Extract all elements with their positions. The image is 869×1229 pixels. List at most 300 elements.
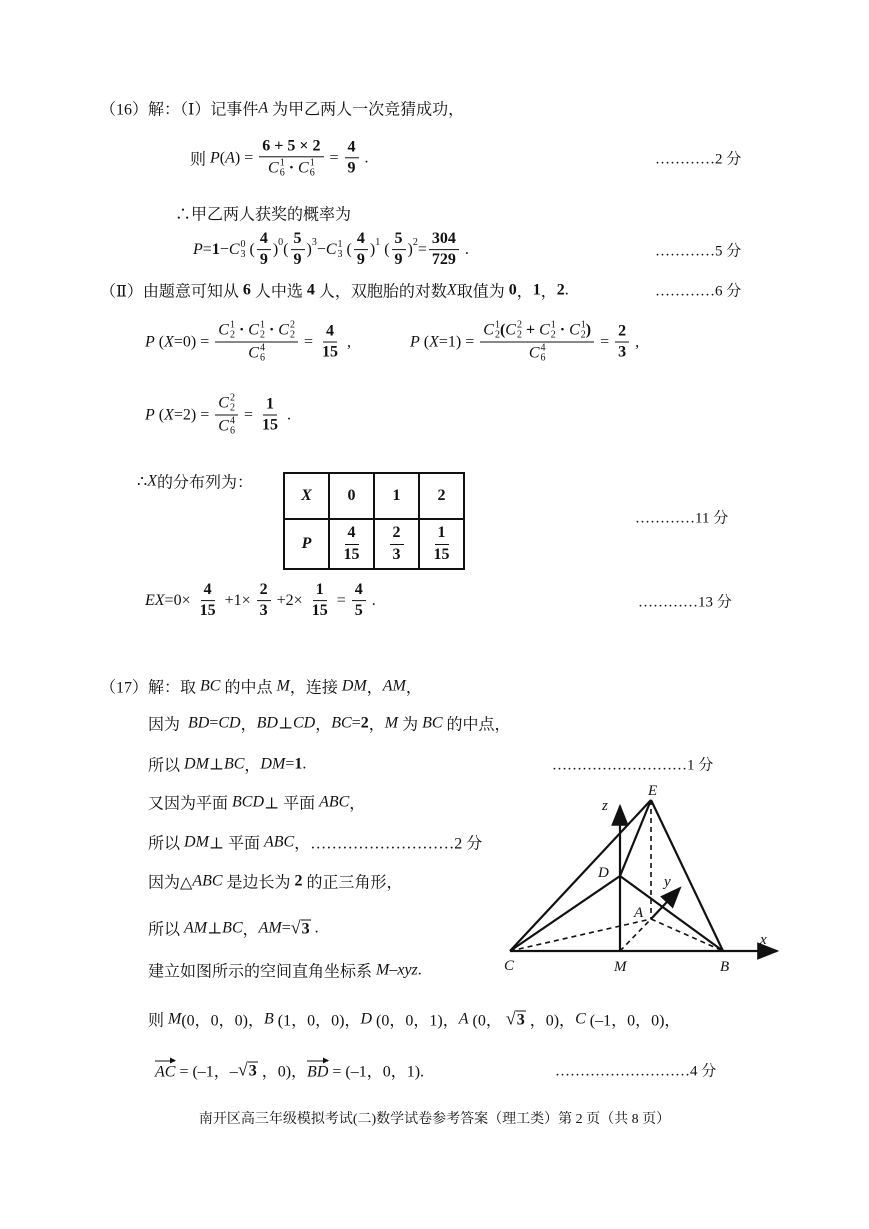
edge-ca [510, 919, 651, 951]
radical-sign-icon: √ [290, 917, 301, 938]
table-cell [284, 473, 329, 519]
math-variable: C [575, 1010, 586, 1027]
numerator [480, 321, 594, 343]
text: =0× [164, 592, 195, 609]
radicand: 3 [516, 1011, 525, 1029]
text: 所以 [148, 757, 185, 775]
text: ，………………………2 分 [294, 835, 483, 853]
edge-de [620, 800, 651, 876]
math-variable: X [301, 487, 312, 504]
text: 1 [315, 581, 324, 599]
subscript: 2 [289, 329, 295, 341]
label-a: A [634, 905, 644, 921]
text: . [417, 961, 422, 978]
q17-line [148, 791, 365, 814]
text: , [343, 333, 351, 350]
subscript: 6 [229, 425, 235, 437]
math-variable: BC [200, 677, 221, 694]
q17-line [148, 753, 306, 776]
numerator [291, 230, 305, 250]
math-variable: M [168, 1010, 182, 1027]
combination: C 4 6 [528, 342, 546, 364]
text: 9 [293, 251, 302, 269]
score-mark: …………13 分 [638, 594, 732, 611]
text: ， [244, 757, 261, 775]
text: = [325, 148, 343, 166]
score-mark: …………11 分 [635, 510, 729, 527]
text: 所以 [148, 921, 185, 939]
label-c: C [504, 958, 515, 974]
combination: C 0 3 [228, 239, 246, 260]
text: = [332, 592, 350, 609]
text: · [264, 321, 279, 339]
text: 15 [343, 545, 360, 563]
square-root [291, 918, 311, 939]
text: . [564, 281, 569, 298]
text: ) [369, 241, 376, 258]
text: + [521, 321, 540, 339]
math-number: 1 [211, 241, 220, 258]
superscript: 1 [229, 319, 235, 331]
combination-indices [541, 344, 546, 364]
text: 5 [394, 230, 403, 248]
denominator [352, 602, 366, 621]
text: 所以 [148, 835, 185, 853]
math-number: 1 [532, 281, 541, 298]
combination: C 1 6 [268, 157, 285, 179]
text: ， [366, 679, 383, 697]
text: 建立如图所示的空间直角坐标系 [148, 963, 377, 981]
denominator [197, 602, 219, 621]
text: ， [540, 283, 557, 301]
text: =1) = [438, 333, 479, 350]
text: 1 [437, 524, 446, 542]
combination: C 1 6 [298, 157, 315, 179]
text: =0) = [173, 333, 214, 350]
text: . [360, 148, 369, 166]
numerator [259, 137, 323, 157]
math-number: 2 [556, 281, 565, 298]
q17-line [148, 959, 422, 982]
fraction [197, 581, 219, 621]
combination: C 1 2 [248, 319, 265, 341]
text: 4 [356, 230, 365, 248]
label-x: x [760, 932, 767, 948]
fraction [390, 524, 404, 564]
denominator [431, 545, 453, 564]
math-variable: ABC [192, 872, 223, 889]
math-variable: CD [293, 714, 316, 731]
fraction [215, 394, 238, 437]
label-z: z [602, 798, 608, 814]
math-variable: DM [184, 833, 209, 850]
fraction [345, 138, 359, 178]
math-variable: DM [260, 755, 286, 772]
math-variable: AM [258, 919, 282, 936]
subscript: 3 [240, 249, 246, 260]
superscript: 0 [240, 239, 246, 250]
math-number: 4 [306, 281, 315, 298]
text: ( [380, 241, 390, 258]
score-mark: …………2 分 [655, 151, 742, 168]
combination-indices [230, 394, 235, 414]
combination: C 1 2 [218, 319, 235, 341]
text: 4 [326, 322, 334, 340]
q17-line [148, 712, 511, 735]
therefore-line [175, 202, 351, 225]
fraction [615, 322, 629, 362]
edge-cd [510, 876, 620, 951]
text: ) [585, 321, 592, 339]
page-footer: 南开区高三年级模拟考试(二)数学试卷参考答案（理工类）第 2 页（共 8 页） [198, 1112, 671, 1127]
text: （16）解：（Ⅰ）记事件 [100, 101, 259, 119]
radicand: 3 [301, 920, 310, 938]
text: ⊥ [208, 756, 224, 773]
text: − [316, 241, 326, 258]
numerator [345, 524, 359, 544]
numerator [354, 230, 368, 250]
combination: C 1 2 [569, 319, 586, 341]
math-variable: BCD [232, 793, 265, 810]
numerator [201, 581, 215, 601]
text: ) [306, 241, 312, 258]
vector: BD [307, 1059, 328, 1081]
denominator [309, 602, 331, 621]
q17-line [155, 1059, 424, 1082]
text: （Ⅱ）由题意可知从 [100, 283, 243, 301]
numerator [345, 138, 359, 158]
label-b: B [720, 959, 730, 975]
text: 9 [347, 159, 356, 177]
text: ( [219, 148, 226, 166]
text: 15 [199, 602, 216, 620]
combination: C 4 6 [218, 415, 235, 437]
numerator [352, 581, 366, 601]
text: = (–1，– [175, 1063, 238, 1081]
text: 15 [311, 602, 328, 620]
math-variable: X [164, 406, 174, 423]
score-mark: ………………………1 分 [552, 757, 714, 774]
formula-p-a [190, 137, 369, 178]
q17-line [148, 1008, 680, 1031]
text: (1，0，0)， [273, 1012, 361, 1030]
denominator [291, 251, 305, 270]
text: ) [272, 241, 279, 258]
text: ， [242, 921, 259, 939]
math-variable: P [193, 241, 203, 258]
text: +2× [272, 592, 307, 609]
subscript: 2 [229, 402, 235, 414]
fraction [257, 581, 271, 621]
text: = [239, 406, 257, 423]
fraction [319, 322, 341, 362]
text: 取值为 [456, 283, 509, 301]
table-cell [329, 519, 374, 569]
math-variable: M [384, 714, 399, 731]
superscript: 4 [259, 342, 265, 354]
text: 9 [356, 251, 365, 269]
superscript: 1 [580, 319, 586, 331]
math-number: 0 [508, 281, 517, 298]
subscript: 6 [279, 167, 285, 179]
text: 的中点 [220, 679, 277, 697]
math-variable: BD [256, 714, 278, 731]
math-variable: A [258, 99, 269, 116]
text: 人中选 [250, 283, 307, 301]
label-d: D [598, 865, 609, 881]
square-root [506, 1009, 526, 1030]
text: 则 [190, 151, 211, 169]
subscript: 6 [540, 352, 546, 364]
math-variable: M–xyz [376, 961, 418, 978]
math-number: 6 [242, 281, 251, 298]
radical-sign-icon: √ [237, 1059, 248, 1080]
q16-intro [100, 97, 464, 120]
subscript: 2 [516, 329, 522, 341]
text: . [460, 241, 469, 258]
text: ( [419, 333, 430, 350]
math-variable: P [301, 535, 312, 552]
text: ， [240, 716, 257, 734]
subscript: 6 [259, 352, 265, 364]
math-number: 1 [294, 755, 303, 772]
math-variable: EX [145, 592, 165, 609]
superscript: 1 [375, 237, 381, 249]
text: = [285, 755, 295, 772]
text: +1× [220, 592, 255, 609]
text: ， [516, 283, 533, 301]
text: − [219, 241, 229, 258]
formula-ex [145, 581, 376, 621]
denominator [341, 545, 363, 564]
fraction [429, 230, 459, 270]
part2-intro [100, 279, 569, 302]
text: 15 [322, 343, 338, 361]
denominator [257, 602, 271, 621]
text: 0 [347, 487, 356, 504]
denominator [392, 251, 406, 270]
superscript: 0 [278, 237, 284, 249]
text: 则 [148, 1012, 169, 1030]
fraction [392, 230, 406, 270]
radicand: 3 [248, 1062, 257, 1080]
subscript: 6 [309, 167, 315, 179]
text: ( [245, 241, 255, 258]
q17-line [148, 917, 319, 940]
table-cell [419, 519, 464, 569]
text: 是边长为 [222, 874, 295, 892]
text: 4 [259, 230, 268, 248]
math-variable: DM [184, 755, 209, 772]
subscript: 2 [259, 329, 265, 341]
denominator [354, 251, 368, 270]
math-variable: B [264, 1010, 274, 1027]
math-variable: A [458, 1010, 469, 1027]
numerator [323, 322, 337, 342]
math-variable: ABC [263, 833, 295, 850]
superscript: 1 [494, 319, 500, 331]
fraction [257, 230, 271, 270]
distribution-table [283, 472, 465, 570]
numerator [313, 581, 327, 601]
superscript: 1 [279, 157, 285, 169]
combination-indices [230, 417, 235, 437]
superscript: 2 [412, 237, 418, 249]
text: ( [499, 321, 506, 339]
text: ( [342, 241, 352, 258]
table-cell [374, 519, 419, 569]
denominator [257, 251, 271, 270]
formula-px1 [410, 321, 639, 364]
superscript: 1 [259, 319, 265, 331]
text: (0，0，0)， [181, 1012, 265, 1030]
text: =2) = [173, 406, 214, 423]
text: 2 [259, 581, 268, 599]
text: 15 [433, 545, 450, 563]
text: 5 [354, 602, 363, 620]
denominator [526, 343, 549, 364]
numerator [390, 524, 404, 544]
text: 4 [203, 581, 212, 599]
text: . [282, 406, 291, 423]
math-variable: BC [422, 714, 443, 731]
text: ， [349, 795, 366, 813]
subscript: 2 [550, 329, 556, 341]
math-variable: A [225, 148, 235, 166]
math-variable: P [210, 148, 220, 166]
math-number: 2 [294, 872, 303, 889]
math-variable: M [276, 677, 290, 694]
text: 1 [392, 487, 401, 504]
text: = [209, 714, 219, 731]
text: ，连接 [289, 679, 342, 697]
text: 的正三角形， [302, 874, 403, 892]
q17-line [148, 831, 482, 854]
fraction [354, 230, 368, 270]
y-axis [651, 888, 680, 919]
table-row [284, 473, 464, 519]
fraction [259, 137, 323, 178]
denominator [390, 545, 404, 564]
distribution-label [137, 470, 253, 493]
text: 1 [265, 395, 274, 413]
text: 729 [431, 251, 456, 269]
combination-indices [310, 159, 315, 179]
text: ) = [234, 148, 258, 166]
text: , [631, 333, 640, 350]
text: = [299, 333, 317, 350]
math-variable: ABC [319, 793, 350, 810]
text: 又因为平面 [148, 795, 233, 813]
text: 15 [261, 416, 278, 434]
combination: C 4 6 [248, 342, 265, 364]
text: 因为 [148, 716, 189, 734]
math-variable: BC [222, 919, 243, 936]
math-variable: BC [331, 714, 352, 731]
text: ( [283, 241, 289, 258]
text: 3 [259, 602, 268, 620]
text: 人，双胞胎的对数 [314, 283, 447, 301]
table-cell [284, 519, 329, 569]
text: ⊥ [277, 715, 293, 732]
text: = [351, 714, 361, 731]
fraction [352, 581, 366, 621]
text: = [596, 333, 614, 350]
subscript: 3 [337, 249, 343, 260]
math-variable: X [147, 472, 157, 489]
combination-indices [290, 321, 295, 341]
score-mark: ………………………4 分 [555, 1063, 717, 1080]
text: 3 [392, 545, 401, 563]
text: = [417, 241, 427, 258]
vector: AC [155, 1059, 175, 1081]
table-row [284, 519, 464, 569]
combination-indices [260, 344, 265, 364]
numerator [429, 230, 459, 250]
formula-px0 [145, 321, 351, 364]
text: ，0)， [525, 1012, 576, 1030]
combination: C 1 3 [325, 239, 343, 260]
denominator [319, 343, 341, 362]
text: ⊥ 平面 [264, 795, 320, 813]
table-cell [374, 473, 419, 519]
numerator [215, 321, 298, 343]
text: · [234, 321, 249, 339]
text: 为 [398, 716, 423, 734]
math-variable: P [145, 333, 155, 350]
superscript: 2 [229, 392, 235, 404]
numerator [263, 395, 277, 415]
text: = [281, 919, 291, 936]
math-variable: P [145, 406, 155, 423]
text: . [367, 592, 376, 609]
square-root [238, 1060, 258, 1081]
text: 2 [392, 524, 401, 542]
subscript: 2 [494, 329, 500, 341]
geometry-figure [490, 770, 790, 980]
denominator [245, 343, 268, 364]
text: · [555, 321, 570, 339]
math-variable: CD [218, 714, 241, 731]
text: . [310, 919, 319, 936]
math-variable: X [446, 281, 457, 298]
superscript: 1 [550, 319, 556, 331]
denominator [259, 416, 281, 435]
text: (–1，0，0)， [585, 1012, 681, 1030]
q17-line [148, 870, 403, 893]
superscript: 2 [289, 319, 295, 331]
numerator [392, 230, 406, 250]
denominator [429, 251, 459, 270]
text: · [284, 159, 299, 177]
fraction [259, 395, 281, 435]
text: 9 [394, 251, 403, 269]
text: = (–1，0，1). [328, 1063, 425, 1081]
denominator [615, 343, 629, 362]
text: . [302, 755, 307, 772]
text: ) [407, 241, 413, 258]
math-variable: BD [188, 714, 210, 731]
numerator [615, 322, 629, 342]
text: 6 + 5 × 2 [262, 137, 321, 155]
text: ， [315, 716, 332, 734]
numerator [435, 524, 449, 544]
text: (0， [468, 1012, 506, 1030]
q17-intro [100, 675, 422, 698]
combination: C 1 2 [539, 319, 556, 341]
text: 304 [431, 230, 456, 248]
numerator [257, 581, 271, 601]
